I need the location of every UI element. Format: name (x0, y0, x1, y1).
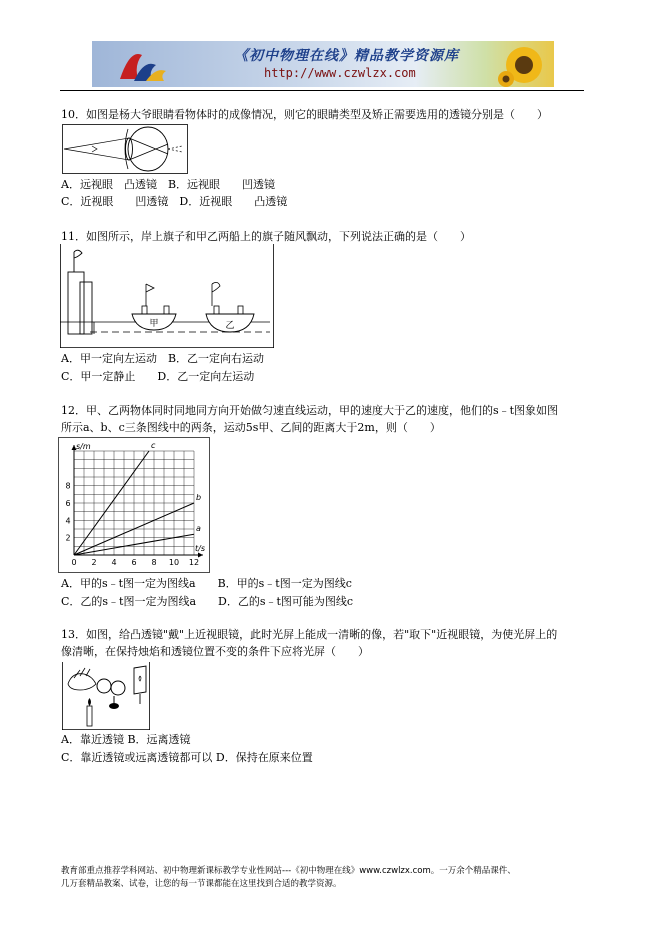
header-title: 《初中物理在线》精品教学资源库 (234, 48, 459, 64)
q13-stem-line-2: 像清晰，在保持烛焰和透镜位置不变的条件下应将光屏（ ） (61, 645, 369, 658)
series-label-a: a (196, 524, 201, 534)
q13-option-line-2: C．靠近透镜或远离透镜都可以 D．保持在原来位置 (61, 751, 313, 764)
x-tick-label: 6 (131, 558, 137, 567)
y-tick-label: 2 (65, 533, 71, 543)
y-tick-label: 4 (65, 516, 71, 526)
q10-option-line-1: A．远视眼 凸透镜 B．远视眼 凹透镜 (61, 178, 276, 191)
hand-icon (68, 668, 96, 690)
boat-a-icon (132, 284, 176, 330)
footer-line-2: 几万套精品教案、试卷，让您的每一节课都能在这里找到合适的教学资源。 (61, 879, 342, 889)
light-screen-icon (134, 666, 146, 704)
q11-option-line-1: A．甲一定向左运动 B．乙一定向右运动 (61, 352, 265, 365)
q13-option-line-1: A．靠近透镜 B．远离透镜 (61, 733, 191, 746)
q12-option-line-1: A．甲的s﹣t图一定为图线a B．甲的s﹣t图一定为图线c (61, 577, 352, 590)
glasses-icon (97, 679, 125, 695)
x-axis-label: t/s (195, 544, 205, 553)
x-tick-label: 10 (168, 558, 180, 567)
boat-b-icon (206, 282, 254, 332)
x-tick-label: 8 (151, 558, 157, 567)
q11-stem: 11．如图所示，岸上旗子和甲乙两船上的旗子随风飘动，下列说法正确的是（ ） (61, 230, 471, 243)
boat-a-label: 甲 (149, 319, 159, 329)
header-banner (92, 41, 554, 87)
footer-line-1: 教育部重点推荐学科网站、初中物理新课标教学专业性网站---《初中物理在线》www.czwlzx.com。一万余个精品课件、 (61, 866, 516, 876)
q12-option-line-2: C．乙的s﹣t图一定为图线a D．乙的s﹣t图可能为图线c (61, 595, 354, 608)
q12-st-chart (58, 437, 210, 573)
q11-boats-figure (60, 244, 274, 348)
x-tick-label: 4 (111, 558, 117, 567)
series-label-b: b (196, 493, 202, 502)
q13-lens-figure (62, 662, 150, 730)
q10-option-line-2: C．近视眼 凹透镜 D．近视眼 凸透镜 (61, 195, 288, 208)
header-rule (60, 90, 584, 91)
x-axis-arrow-icon (198, 553, 203, 558)
q13-stem-line-1: 13．如图，给凸透镜"戴"上近视眼镜，此时光屏上能成一清晰的像，若"取下"近视眼镜，为使光屏上的 (61, 628, 558, 641)
q12-stem-line-1: 12．甲、乙两物体同时同地同方向开始做匀速直线运动，甲的速度大于乙的速度，他们的s﹣t图象如图 (61, 404, 559, 417)
q11-option-line-2: C．甲一定静止 D．乙一定向左运动 (61, 370, 255, 383)
sunflower-icon (496, 43, 552, 87)
candle-icon (87, 698, 92, 726)
x-tick-label: 0 (71, 558, 77, 567)
boat-b-label: 乙 (225, 321, 235, 331)
q10-stem: 10．如图是杨大爷眼睛看物体时的成像情况，则它的眼睛类型及矫正需要选用的透镜分别是（ ） (61, 108, 548, 121)
chart-grid (74, 451, 194, 555)
y-axis-label: s/m (76, 442, 91, 451)
y-tick-label: 6 (65, 499, 71, 508)
q10-eye-figure (62, 124, 188, 174)
convex-lens-icon (109, 696, 119, 709)
header-url[interactable]: http://www.czwlzx.com (264, 66, 416, 80)
x-tick-label: 12 (188, 558, 200, 567)
series-label-c: c (151, 441, 156, 450)
y-tick-label: 8 (65, 481, 71, 491)
shore-building-icon (68, 250, 92, 334)
site-logo-icon (112, 45, 172, 85)
x-tick-label: 2 (91, 558, 97, 567)
q12-stem-line-2: 所示a、b、c三条图线中的两条，运动5s甲、乙间的距离大于2m，则（ ） (61, 421, 441, 434)
